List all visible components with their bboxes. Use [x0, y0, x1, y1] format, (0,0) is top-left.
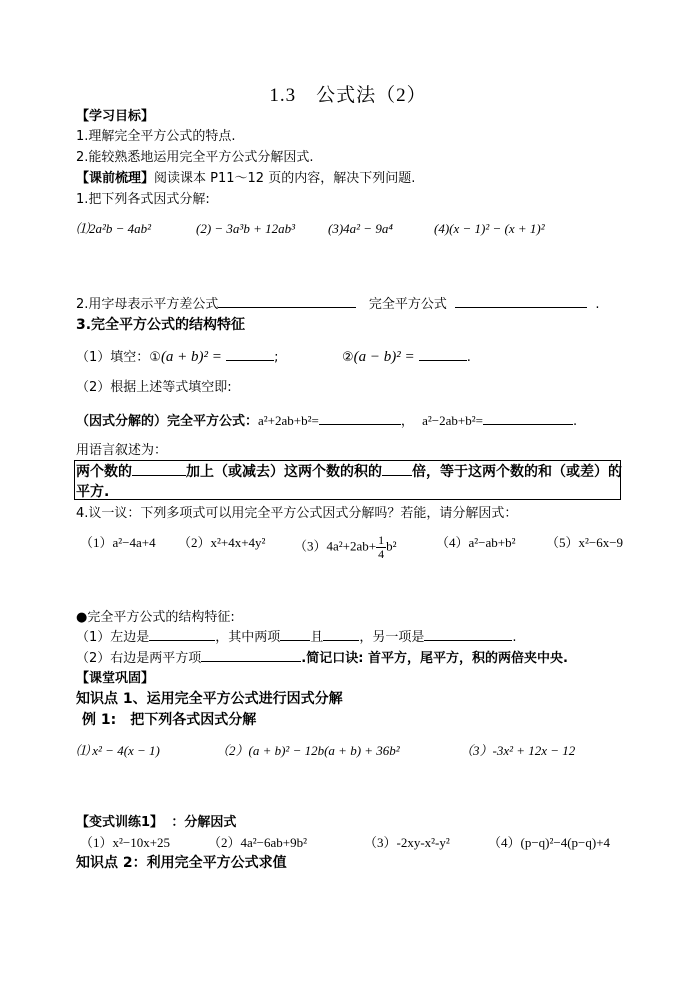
fill2-end: .: [466, 350, 471, 365]
feature-line-2: [76, 649, 568, 668]
expr-4: (4)(x − 1)² − (x + 1)²: [434, 221, 545, 236]
knowledge-point-1: 知识点 1、运用完全平方公式进行因式分解: [76, 691, 343, 707]
verbal-label: 用语言叙述为：: [76, 443, 168, 458]
answer-blank[interactable]: [323, 628, 359, 641]
verbal-box-line-1: [76, 461, 622, 481]
expr-1: ⑴2a²b − 4ab²: [76, 221, 152, 236]
example-expr-1: ⑴ x² − 4(x − 1): [76, 743, 160, 758]
goal-2: 2.能较熟悉地运用完全平方公式分解因式.: [76, 150, 314, 165]
fill-blank-line: [76, 348, 278, 367]
formula-period: .: [572, 414, 578, 429]
discuss-item-5: （5）x²−6x−9: [546, 535, 624, 550]
answer-blank[interactable]: [419, 348, 467, 361]
variant-item-3: （3）-2xy-x²-y²: [364, 835, 450, 850]
discuss-question: 4.议一议：下列多项式可以用完全平方公式因式分解吗？若能，请分解因式：: [76, 506, 518, 521]
answer-blank[interactable]: [218, 295, 356, 308]
preclass-text: 阅读课本 P11～12 页的内容，解决下列问题.: [154, 171, 416, 186]
discuss-item-3-tail: b²: [386, 538, 397, 554]
answer-blank[interactable]: [201, 649, 301, 662]
structure-heading: 3.完全平方公式的结构特征: [76, 317, 246, 333]
discuss-item-2: （2）x²+4x+4y²: [178, 535, 266, 550]
variant-training-line: [76, 814, 236, 832]
fraction-numerator: 1: [378, 533, 385, 547]
preclass-line: [76, 170, 415, 188]
page-title: 1.3 公式法（2）: [269, 85, 427, 106]
expr-3: (3)4a² − 9a⁴: [328, 221, 393, 236]
fill1-expr: (a + b)² =: [160, 349, 222, 365]
feature-2a: （2）右边是两平方项: [76, 651, 202, 666]
discuss-item-1: （1）a²−4a+4: [80, 535, 156, 550]
fill-3: （2）根据上述等式填空即:: [76, 380, 232, 395]
example-expr-2: （2）(a + b)² − 12b(a + b) + 36b²: [216, 743, 400, 758]
answer-blank[interactable]: [483, 412, 573, 425]
fill1-label: （1）填空：①: [76, 350, 161, 365]
fill-blank-2: [342, 348, 471, 367]
answer-blank[interactable]: [382, 463, 412, 476]
feature-1c: 且: [310, 630, 324, 645]
feature-1b: ，其中两项: [215, 630, 281, 645]
variant-item-2: （2）4a²−6ab+9b²: [208, 835, 307, 850]
variant-item-1: （1）x²−10x+25: [80, 835, 171, 850]
knowledge-point-2: 知识点 2：利用完全平方公式求值: [76, 855, 287, 871]
q2-square-label: 完全平方公式: [368, 297, 447, 312]
q2-end: .: [595, 297, 600, 312]
formula-2: a²−2ab+b²=: [422, 413, 483, 428]
preclass-heading: 【课前梳理】: [76, 171, 155, 186]
feature-2b: .简记口诀: 首平方，尾平方，积的两倍夹中央.: [301, 651, 568, 666]
formula-label: （因式分解的）完全平方公式：: [76, 414, 259, 429]
variant-subtitle: ：分解因式: [171, 815, 237, 830]
variant-item-4: （4）(p−q)²−4(p−q)+4: [488, 835, 611, 850]
variant-heading: 【变式训练1】: [76, 815, 164, 830]
answer-blank[interactable]: [149, 628, 215, 641]
answer-blank[interactable]: [319, 412, 401, 425]
box-text-3: 倍，等于这两个数的和（或差）的: [412, 464, 622, 480]
answer-blank[interactable]: [132, 463, 186, 476]
structure-features-heading: ●完全平方公式的结构特征:: [76, 610, 235, 625]
formula-comma: ，: [400, 414, 414, 429]
box-text-1: 两个数的: [76, 464, 132, 480]
answer-blank[interactable]: [226, 348, 274, 361]
feature-1a: （1）左边是: [76, 630, 150, 645]
goal-1: 1.理解完全平方公式的特点.: [76, 129, 236, 144]
example-expr-3: （3）-3x² + 12x − 12: [460, 743, 576, 758]
answer-blank[interactable]: [455, 295, 587, 308]
discuss-item-3-text: （3）4a²+2ab+: [294, 538, 377, 554]
discuss-item-4: （4）a²−ab+b²: [436, 535, 516, 550]
fill2-expr: (a − b)² =: [353, 349, 415, 365]
verbal-box-line-2: 平方.: [76, 484, 110, 500]
formula-line: [76, 412, 577, 431]
box-text-2: 加上（或减去）这两个数的积的: [186, 464, 382, 480]
fraction-quarter: [376, 534, 386, 561]
learning-goals-heading: 【学习目标】: [76, 109, 155, 124]
fraction-denominator: 4: [378, 547, 385, 561]
expr-2: (2) − 3a³b + 12ab³: [196, 221, 295, 236]
question-2: [76, 295, 600, 314]
fill2-label: ②: [342, 350, 354, 365]
feature-1d: ，另一项是: [359, 630, 425, 645]
feature-line-1: [76, 628, 516, 647]
question-1: 1.把下列各式因式分解:: [76, 192, 210, 207]
answer-blank[interactable]: [424, 628, 512, 641]
fill1-end: ;: [274, 350, 279, 365]
q2-difference-label: 2.用字母表示平方差公式: [76, 297, 219, 312]
formula-1: a²+2ab+b²=: [258, 413, 319, 428]
discuss-item-3: [294, 534, 397, 561]
feature-1e: .: [512, 630, 517, 645]
example-1: 例 1: 把下列各式因式分解: [82, 712, 257, 728]
answer-blank[interactable]: [280, 628, 310, 641]
consolidation-heading: 【课堂巩固】: [76, 671, 155, 686]
